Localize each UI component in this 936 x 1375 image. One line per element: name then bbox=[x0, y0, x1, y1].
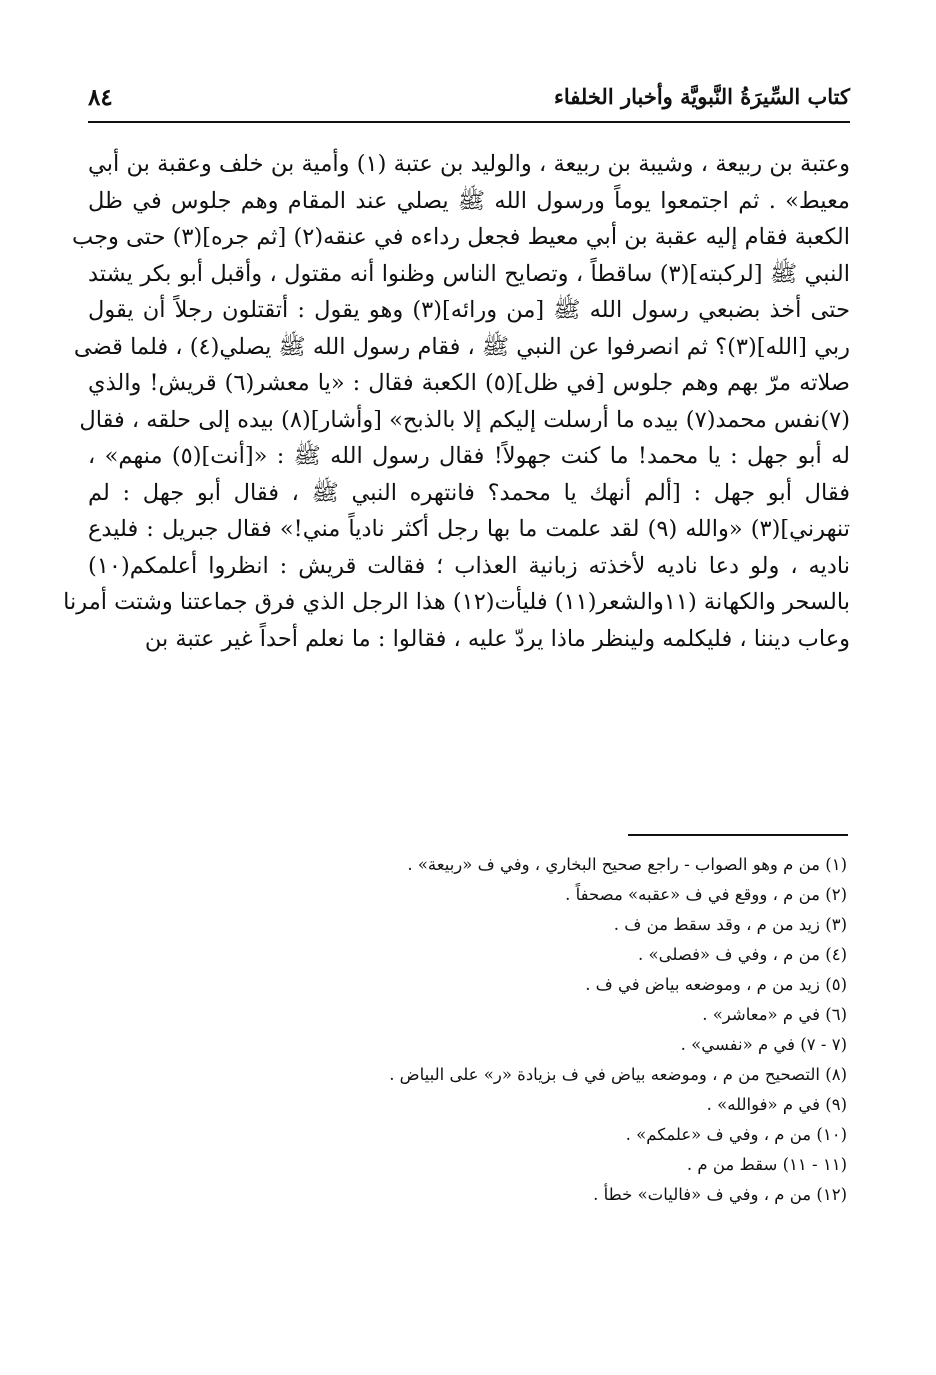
body-line: بالسحر والكهانة (١١والشعر(١١) فليأت(١٢) هذا الرجل الذي فرق جماعتنا وشتت أمرنا bbox=[63, 589, 850, 615]
page-header bbox=[88, 84, 850, 120]
body-line: (٧)نفس محمد(٧) بيده ما أرسلت إليكم إلا بالذبح» [وأشار](٨) بيده إلى حلقه ، فقال bbox=[79, 406, 850, 433]
footnote: (٢) من م ، ووقع في ف «عقبه» مصحفاً . bbox=[565, 885, 847, 904]
footnote: (٧ - ٧) في م «نفسي» . bbox=[680, 1035, 847, 1054]
footnote: (٨) التصحيح من م ، وموضعه بياض في ف بزيادة «ر» على البياض . bbox=[389, 1065, 847, 1084]
body-line: ربي [الله](٣)؟ ثم انصرفوا عن النبي ﷺ ، فقام رسول الله ﷺ يصلي(٤) ، فلما قضى bbox=[73, 333, 850, 360]
footnote: (١) من م وهو الصواب - راجع صحيح البخاري ، وفي ف «ربيعة» . bbox=[407, 855, 847, 874]
body-line: فقال أبو جهل : [ألم أنهك يا محمد؟ فانتهره النبي ﷺ ، فقال أبو جهل : لم bbox=[88, 479, 850, 506]
body-line: معيط» . ثم اجتمعوا يوماً ورسول الله ﷺ يصلي عند المقام وهم جلوس في ظل bbox=[88, 187, 850, 214]
footnote: (٩) في م «فوالله» . bbox=[706, 1095, 847, 1114]
body-line: وعاب ديننا ، فليكلمه ولينظر ماذا يردّ عليه ، فقالوا : ما نعلم أحداً غير عتبة بن bbox=[144, 625, 850, 652]
body-line: له أبو جهل : يا محمد! ما كنت جهولاً! فقال رسول الله ﷺ : «[أنت](٥) منهم» ، bbox=[88, 443, 850, 469]
footnote: (١٢) من م ، وفي ف «فاليات» خطأ . bbox=[593, 1185, 847, 1204]
body-text bbox=[63, 146, 851, 657]
body-line: الكعبة فقام إليه عقبة بن أبي معيط فجعل رداءه في عنقه(٢) [ثم جره](٣) حتى وجب bbox=[72, 224, 850, 250]
footnotes bbox=[120, 850, 847, 1210]
page-number: ٨٤ bbox=[88, 84, 113, 111]
body-line: ناديه ، ولو دعا ناديه لأخذته زبانية العذاب ؛ فقالت قريش : انظروا أعلمكم(١٠) bbox=[88, 552, 850, 579]
footnote-rule bbox=[628, 834, 848, 836]
body-line: النبي ﷺ [لركبته](٣) ساقطاً ، وتصايح الناس وظنوا أنه مقتول ، وأقبل أبو بكر يشتد bbox=[88, 260, 850, 287]
footnote: (٣) زيد من م ، وقد سقط من ف . bbox=[613, 915, 847, 934]
footnote: (١١ - ١١) سقط من م . bbox=[686, 1155, 847, 1174]
body-line: وعتبة بن ربيعة ، وشيبة بن ربيعة ، والوليد بن عتبة (١) وأمية بن خلف وعقبة بن أبي bbox=[88, 151, 850, 177]
body-line: تنهرني](٣) «والله (٩) لقد علمت ما بها رجل أكثر نادياً مني!» فقال جبريل : فليدع bbox=[88, 516, 850, 542]
body-line: حتى أخذ بضبعي رسول الله ﷺ [من ورائه](٣) وهو يقول : أتقتلون رجلاً أن يقول bbox=[88, 297, 851, 323]
footnote: (٥) زيد من م ، وموضعه بياض في ف . bbox=[585, 975, 847, 994]
body-line: صلاته مرّ بهم وهم جلوس [في ظل](٥) الكعبة فقال : «يا معشر(٦) قريش! والذي bbox=[88, 370, 850, 396]
footnote: (٦) في م «معاشر» . bbox=[702, 1005, 847, 1024]
header-rule bbox=[88, 121, 850, 123]
footnote: (٤) من م ، وفي ف «فصلى» . bbox=[638, 945, 847, 964]
running-title: كتاب السِّيرَةُ النَّبويَّة وأخبار الخلفاء bbox=[554, 84, 850, 109]
footnote: (١٠) من م ، وفي ف «علمكم» . bbox=[625, 1125, 847, 1144]
